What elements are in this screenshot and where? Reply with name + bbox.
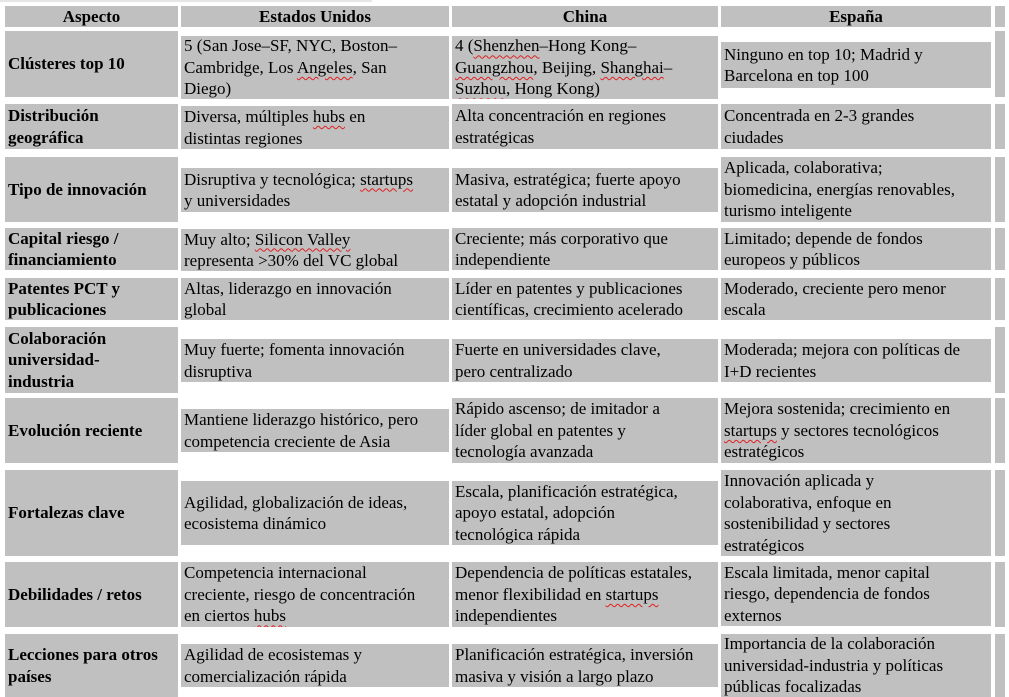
cell-text: Creciente; más corporativo que independiente xyxy=(455,228,668,269)
header-label: Estados Unidos xyxy=(259,6,371,26)
row-label xyxy=(5,327,178,393)
row-label xyxy=(5,398,178,463)
cell-text: Muy fuerte; fomenta innovación disruptiva xyxy=(184,340,405,381)
cell-text: Lecciones para otros países xyxy=(8,645,158,686)
right-edge-strip xyxy=(995,31,1005,97)
cell-text: Alta concentración en regiones estratégicas xyxy=(455,106,666,147)
table-cell xyxy=(181,481,449,545)
table-cell xyxy=(181,339,449,382)
table-cell xyxy=(452,339,718,382)
header-label: España xyxy=(829,6,883,26)
header-espana xyxy=(721,6,991,27)
cell-text: Concentrada en 2-3 grandes ciudades xyxy=(724,106,915,147)
cell-text: Moderado, creciente pero menor escala xyxy=(724,278,946,319)
cell-text: Planificación estratégica, inversión masiva y visión a largo plazo xyxy=(455,645,694,686)
cell-text: Rápido ascenso; de imitador a líder global en patentes y tecnología avanzada xyxy=(455,399,660,462)
cell-text: Escala, planificación estratégica, apoyo estatal, adopción tecnológica rápida xyxy=(455,481,678,544)
cell-text: Mejora sostenida; crecimiento en startups y sectores tecnológicos estratégicos xyxy=(724,399,951,462)
header-estados-unidos xyxy=(181,6,449,27)
header-aspecto xyxy=(5,6,178,27)
table-cell xyxy=(452,644,718,687)
table-cell xyxy=(721,339,991,382)
header-china xyxy=(452,6,718,27)
right-edge-strip xyxy=(995,278,1005,320)
cell-text: Mantiene liderazgo histórico, pero competencia creciente de Asia xyxy=(184,410,419,451)
table-cell xyxy=(181,562,449,627)
table-cell xyxy=(452,228,718,270)
right-edge-strip xyxy=(995,562,1005,627)
cell-text: Importancia de la colaboración universidad-industria y políticas públicas focalizadas xyxy=(724,634,944,697)
header-label: Aspecto xyxy=(62,6,121,26)
table-cell xyxy=(721,157,991,222)
row-label xyxy=(5,157,178,222)
cell-text: Agilidad de ecosistemas y comercialización rápida xyxy=(184,645,362,686)
table-cell xyxy=(181,106,449,149)
table-cell xyxy=(721,470,991,556)
table-cell xyxy=(721,228,991,270)
top-border xyxy=(0,0,372,2)
table-cell xyxy=(452,562,718,627)
cell-text: 5 (San Jose–SF, NYC, Boston– Cambridge, Los Angeles, San Diego) xyxy=(184,36,398,99)
row-label xyxy=(5,104,178,149)
table-cell xyxy=(452,168,718,212)
cell-text: Muy alto; Silicon Valley representa >30% del VC global xyxy=(184,229,399,270)
right-edge-strip xyxy=(995,157,1005,222)
cell-text: Agilidad, globalización de ideas, ecosistema dinámico xyxy=(184,492,408,533)
table-cell xyxy=(181,229,449,271)
right-edge-strip xyxy=(995,398,1005,463)
table-cell xyxy=(181,644,449,687)
cell-text: Moderada; mejora con políticas de I+D recientes xyxy=(724,340,961,381)
right-edge-strip xyxy=(995,104,1005,149)
cell-text: Tipo de innovación xyxy=(8,179,147,199)
cell-text: Competencia internacional creciente, riesgo de concentración en ciertos hubs xyxy=(184,563,416,626)
table-cell xyxy=(181,278,449,320)
cell-text: Masiva, estratégica; fuerte apoyo estatal y adopción industrial xyxy=(455,169,681,210)
table-cell xyxy=(181,36,449,99)
table-cell xyxy=(721,398,991,463)
table-cell xyxy=(721,634,991,697)
cell-text: Fuerte en universidades clave, pero centralizado xyxy=(455,340,661,381)
cell-text: Limitado; depende de fondos europeos y públicos xyxy=(724,228,923,269)
cell-text: 4 (Shenzhen–Hong Kong– Guangzhou, Beijing, Shanghai– Suzhou, Hong Kong) xyxy=(455,36,673,99)
cell-text: Distribución geográfica xyxy=(8,106,99,147)
table-cell xyxy=(452,278,718,320)
table-cell xyxy=(452,36,718,99)
row-label xyxy=(5,228,178,270)
right-edge-strip xyxy=(995,327,1005,393)
table-cell xyxy=(721,42,991,88)
table-cell xyxy=(452,481,718,545)
cell-text: Capital riesgo / financiamiento xyxy=(8,228,119,269)
right-edge-strip xyxy=(995,6,1005,27)
cell-text: Disruptiva y tecnológica; startups y universidades xyxy=(184,169,413,210)
cell-text: Clústeres top 10 xyxy=(8,54,125,74)
right-edge-strip xyxy=(995,634,1005,697)
cell-text: Patentes PCT y publicaciones xyxy=(8,278,121,319)
cell-text: Debilidades / retos xyxy=(8,584,142,604)
cell-text: Evolución reciente xyxy=(8,420,143,440)
cell-text: Aplicada, colaborativa; biomedicina, energías renovables, turismo inteligente xyxy=(724,158,955,221)
row-label xyxy=(5,278,178,320)
header-label: China xyxy=(562,6,608,26)
cell-text: Escala limitada, menor capital riesgo, dependencia de fondos externos xyxy=(724,562,930,625)
cell-text: Ninguno en top 10; Madrid y Barcelona en top 100 xyxy=(724,44,923,85)
right-edge-strip xyxy=(995,470,1005,556)
table-cell xyxy=(452,104,718,149)
row-label xyxy=(5,470,178,556)
cell-text: Fortalezas clave xyxy=(8,503,125,523)
row-label xyxy=(5,562,178,627)
cell-text: Líder en patentes y publicaciones científicas, crecimiento acelerado xyxy=(455,278,683,319)
cell-text: Colaboración universidad- industria xyxy=(8,328,107,391)
cell-text: Dependencia de políticas estatales, menor flexibilidad en startups independientes xyxy=(455,563,692,626)
right-edge-strip xyxy=(995,228,1005,270)
table-cell xyxy=(721,278,991,320)
table-cell xyxy=(721,104,991,149)
cell-text: Altas, liderazgo en innovación global xyxy=(184,278,392,319)
table-cell xyxy=(721,562,991,626)
row-label xyxy=(5,31,178,97)
row-label xyxy=(5,634,178,697)
cell-text: Diversa, múltiples hubs en distintas regiones xyxy=(184,107,366,148)
table-cell xyxy=(181,168,449,212)
table-cell xyxy=(452,398,718,463)
table-cell xyxy=(181,409,449,452)
cell-text: Innovación aplicada y colaborativa, enfoque en sostenibilidad y sectores estratégicos xyxy=(724,471,892,555)
